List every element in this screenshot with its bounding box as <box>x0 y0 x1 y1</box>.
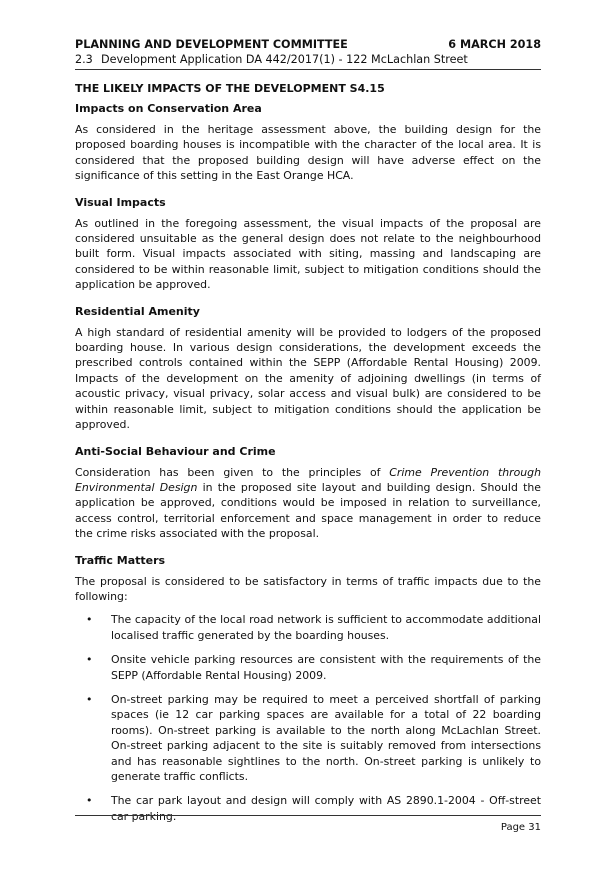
antisocial-text-after: in the proposed site layout and building design. Should the application be approved, conditions would be imposed in relation to surveillance, access control, territorial enforcement and space management in order to reduce the crime risks associated with the proposal. <box>75 480 541 541</box>
item-title: Development Application DA 442/2017(1) - 122 McLachlan Street <box>101 53 468 66</box>
antisocial-text-before: Consideration has been given to the principles of <box>75 465 390 479</box>
list-item <box>75 793 541 824</box>
list-item-text: On-street parking may be required to meet a perceived shortfall of parking spaces (ie 12 car parking spaces are available for a total of 22 boarding rooms). On-street parking is available to the north along McLachlan Street. On-street parking adjacent to the site is suitably removed from intersections and has reasonable sightlines to the north. On-street parking is unlikely to generate traffic conflicts. <box>111 692 541 783</box>
antisocial-heading: Anti-Social Behaviour and Crime <box>75 444 276 458</box>
list-item <box>75 652 541 683</box>
conservation-paragraph: As considered in the heritage assessment above, the building design for the proposed boarding houses is incompatible with the character of the local area. It is considered that the proposed building design will have adverse effect on the significance of this setting in the East Orange HCA. <box>75 123 541 183</box>
conservation-heading: Impacts on Conservation Area <box>75 102 262 115</box>
bullet-icon: • <box>86 613 93 627</box>
visual-heading: Visual Impacts <box>75 195 166 209</box>
item-number: 2.3 <box>75 53 93 66</box>
residential-heading: Residential Amenity <box>75 304 200 318</box>
antisocial-paragraph <box>75 465 541 542</box>
page-number: Page 31 <box>500 822 541 833</box>
bullet-icon: • <box>86 794 93 808</box>
traffic-intro: The proposal is considered to be satisfactory in terms of traffic impacts due to the following: <box>75 574 541 603</box>
traffic-heading: Traffic Matters <box>75 553 166 567</box>
bullet-icon: • <box>86 653 93 667</box>
page-header <box>75 37 541 70</box>
antisocial-text-italic: Crime Prevention through Environmental Design <box>75 465 541 494</box>
main-heading: THE LIKELY IMPACTS OF THE DEVELOPMENT S4.15 <box>75 82 385 95</box>
bullet-icon: • <box>86 692 93 706</box>
header-item-row <box>75 52 541 67</box>
list-item-text: The capacity of the local road network is sufficient to accommodate additional localised traffic generated by the boarding houses. <box>111 613 541 642</box>
traffic-bullet-list <box>75 612 541 824</box>
list-item-text: Onsite vehicle parking resources are consistent with the requirements of the SEPP (Affordable Rental Housing) 2009. <box>111 653 541 682</box>
page-content <box>75 82 541 833</box>
committee-name: PLANNING AND DEVELOPMENT COMMITTEE <box>75 38 348 51</box>
list-item <box>75 692 541 784</box>
list-item <box>75 612 541 643</box>
page-footer <box>75 815 541 833</box>
meeting-date: 6 MARCH 2018 <box>448 38 541 51</box>
visual-paragraph: As outlined in the foregoing assessment, the visual impacts of the proposal are considered unsuitable as the general design does not relate to the neighbourhood built form. Visual impacts associated with siting, massing and landscaping are considered to be within reasonable limit, subject to mitigation conditions should the application be approved. <box>75 216 541 292</box>
residential-paragraph: A high standard of residential amenity will be provided to lodgers of the proposed boarding house. In various design considerations, the development exceeds the prescribed controls contained within the SEPP (Affordable Rental Housing) 2009. Impacts of the development on the amenity of adjoining dwellings (in terms of acoustic privacy, visual privacy, solar access and visual bulk) are considered to be within reasonable limit, subject to mitigation conditions should the application be approved. <box>75 325 541 432</box>
list-item-text: The car park layout and design will comply with AS 2890.1-2004 - Off-street car parking. <box>111 794 541 823</box>
header-top-row <box>75 37 541 52</box>
header-divider <box>75 69 541 70</box>
